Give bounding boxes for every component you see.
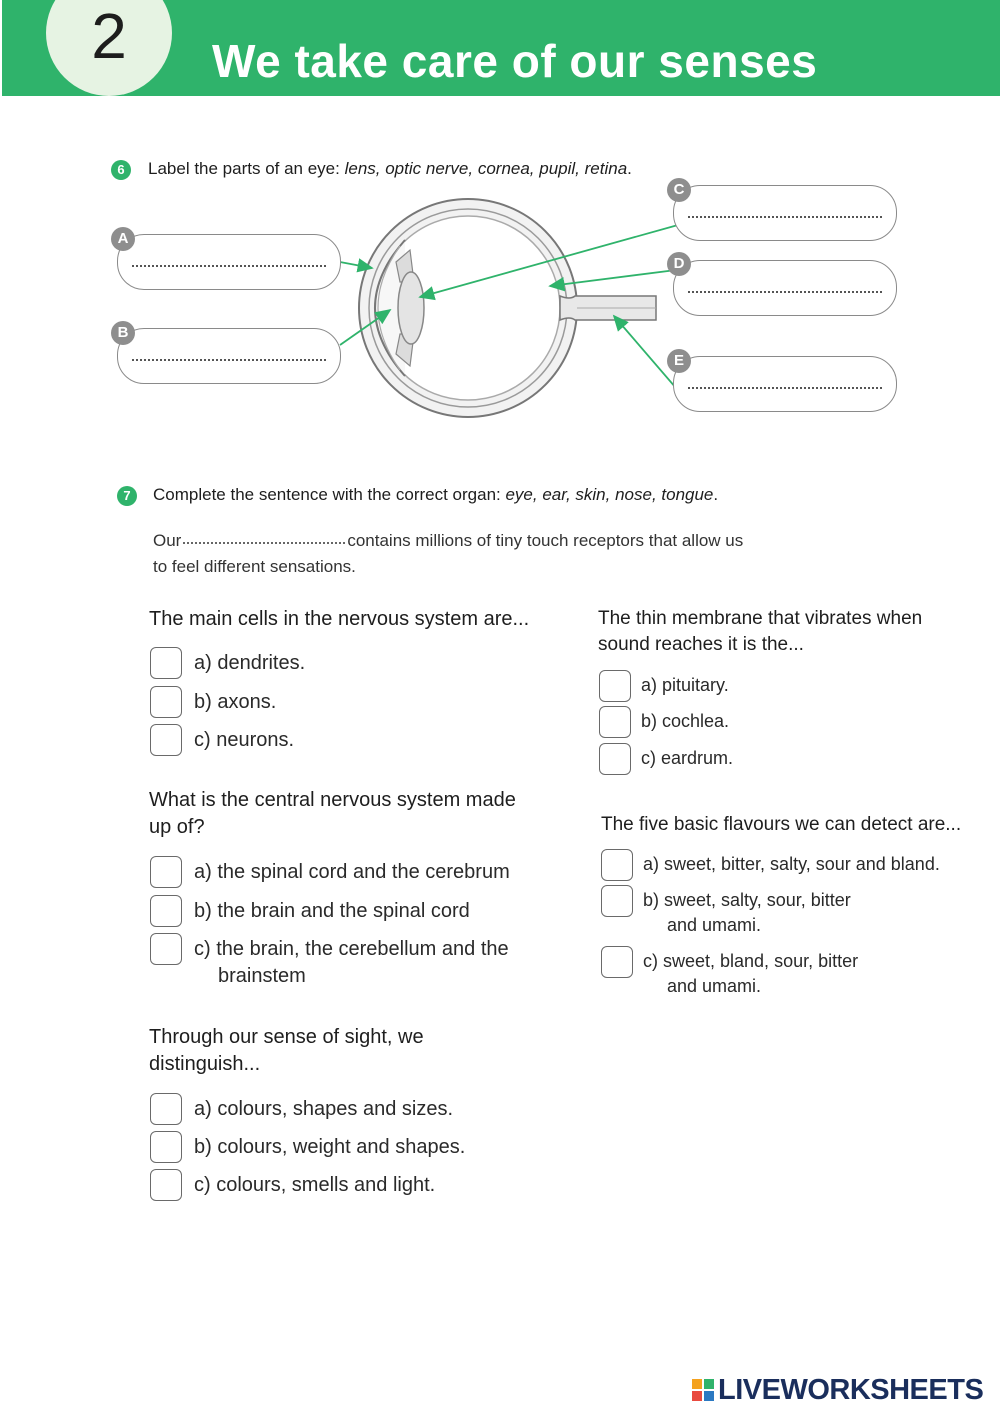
q1-checkbox-c[interactable] [150, 724, 182, 756]
label-letter-e: E [667, 349, 691, 373]
q4-checkbox-b[interactable] [599, 706, 631, 738]
exercise-7-sentence: Our contains millions of tiny touch receptors that allow us [153, 531, 744, 550]
exercise-7-sentence-line2: to feel different sensations. [153, 557, 356, 576]
eye-lens [398, 272, 424, 344]
label-box-b[interactable] [117, 328, 341, 384]
label-box-c[interactable] [673, 185, 897, 241]
label-box-d[interactable] [673, 260, 897, 316]
q1-checkbox-b[interactable] [150, 686, 182, 718]
q4-title: The thin membrane that vibrates when sound reaches it is the... [598, 608, 923, 655]
q1-title: The main cells in the nervous system are... [149, 608, 530, 630]
q3-checkbox-b[interactable] [150, 1131, 182, 1163]
exercise-6-instruction: Label the parts of an eye: lens, optic nerve, cornea, pupil, retina. [148, 159, 632, 178]
q3-checkbox-a[interactable] [150, 1093, 182, 1125]
q5-checkbox-b[interactable] [601, 885, 633, 917]
q5-checkbox-c[interactable] [601, 946, 633, 978]
q3-checkbox-c[interactable] [150, 1169, 182, 1201]
label-letter-a: A [111, 227, 135, 251]
exercise-7-number: 7 [117, 486, 137, 506]
exercise-6-number: 6 [111, 160, 131, 180]
q1-checkbox-a[interactable] [150, 647, 182, 679]
q2-checkbox-b[interactable] [150, 895, 182, 927]
q5-checkbox-a[interactable] [601, 849, 633, 881]
page-title: We take care of our senses [212, 35, 818, 87]
q5-title: The five basic flavours we can detect are... [601, 814, 962, 835]
label-box-a[interactable] [117, 234, 341, 290]
q4-checkbox-c[interactable] [599, 743, 631, 775]
liveworksheets-brand [692, 1375, 992, 1405]
q2-checkbox-c[interactable] [150, 933, 182, 965]
organ-blank-input[interactable] [183, 540, 345, 544]
unit-number: 2 [91, 0, 127, 72]
q2-checkbox-a[interactable] [150, 856, 182, 888]
q4-checkbox-a[interactable] [599, 670, 631, 702]
q2-title: What is the central nervous system made up of? [149, 789, 516, 838]
label-letter-b: B [111, 321, 135, 345]
arrow-e [614, 316, 676, 388]
q3-title: Through our sense of sight, we distinguish... [149, 1026, 424, 1075]
brand-name: LIVEWORKSHEETS [718, 1374, 984, 1406]
label-box-e[interactable] [673, 356, 897, 412]
label-letter-d: D [667, 252, 691, 276]
label-letter-c: C [667, 178, 691, 202]
exercise-7-instruction: Complete the sentence with the correct organ: eye, ear, skin, nose, tongue. [153, 485, 719, 504]
liveworksheets-logo-icon [692, 1379, 714, 1401]
